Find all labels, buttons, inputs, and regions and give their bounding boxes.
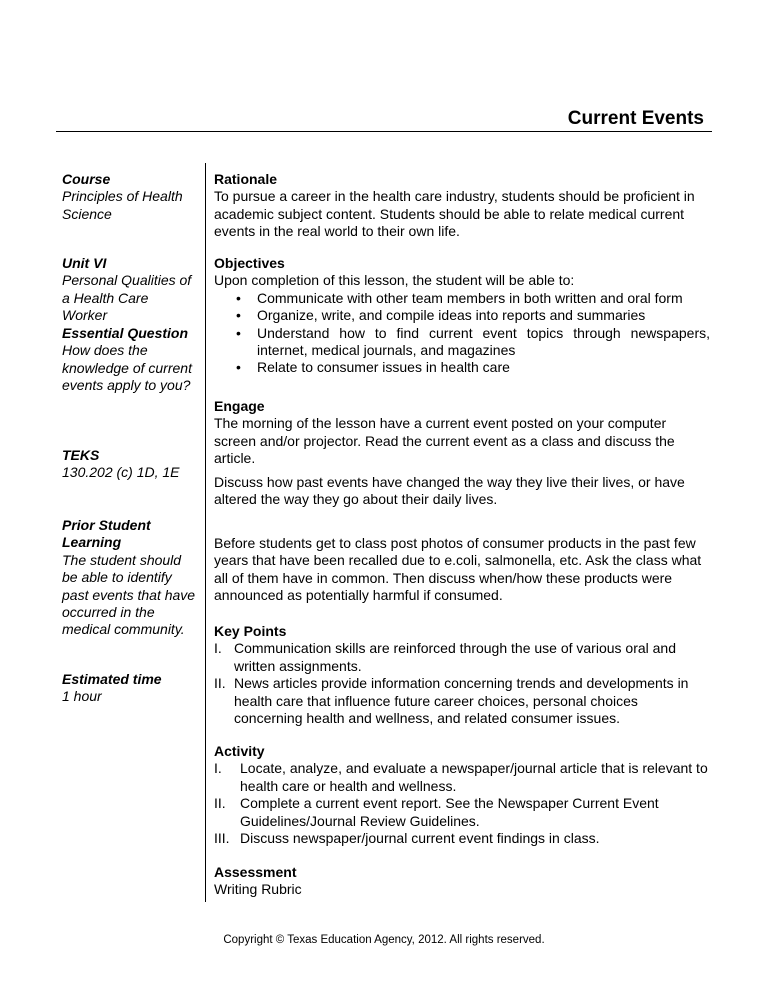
rationale-heading: Rationale	[214, 171, 278, 187]
key-point-item	[214, 675, 710, 727]
assessment-section	[214, 864, 710, 899]
activity-number: I.	[214, 760, 222, 777]
column-divider	[205, 163, 206, 902]
teks-value: 130.202 (c) 1D, 1E	[62, 464, 180, 481]
key-points-section	[214, 623, 710, 727]
key-points-heading: Key Points	[214, 623, 287, 639]
prior-learning-block	[62, 517, 196, 639]
engage-section-3	[214, 535, 710, 605]
course-block	[62, 171, 196, 223]
objectives-intro: Upon completion of this lesson, the student will be able to:	[214, 272, 575, 289]
activity-text: Locate, analyze, and evaluate a newspaper/journal article that is relevant to health care or health and wellness.	[240, 760, 708, 794]
activity-item	[214, 830, 710, 847]
activity-list	[214, 760, 710, 847]
key-points-list	[214, 640, 710, 727]
unit-value: Personal Qualities of a Health Care Worker	[62, 272, 192, 324]
key-point-number: II.	[214, 675, 226, 692]
title-rule	[56, 131, 712, 132]
essential-question-value: How does the knowledge of current events apply to you?	[62, 342, 192, 394]
key-point-number: I.	[214, 640, 222, 657]
objectives-heading: Objectives	[214, 255, 285, 271]
activity-section	[214, 743, 710, 847]
assessment-heading: Assessment	[214, 864, 297, 880]
objectives-list	[214, 290, 710, 377]
essential-question-block	[62, 325, 196, 395]
teks-block	[62, 447, 196, 482]
objectives-section	[214, 255, 710, 377]
activity-heading: Activity	[214, 743, 265, 759]
activity-text: Discuss newspaper/journal current event findings in class.	[240, 830, 600, 847]
unit-label: Unit VI	[62, 255, 107, 271]
engage-paragraph: Before students get to class post photos of consumer products in the past few years that have been recalled due to e.coli, salmonella, etc. Ask the class what all of them have in common. Then discuss when/how these products were announced as potentially harmful if consumed.	[214, 535, 702, 604]
objective-item: • Communicate with other team members in both written and oral form	[214, 290, 710, 307]
rationale-section	[214, 171, 710, 241]
estimated-time-block	[62, 671, 196, 706]
engage-section-2	[214, 474, 710, 509]
essential-question-label: Essential Question	[62, 325, 189, 341]
key-point-text: Communication skills are reinforced through the use of various oral and written assignments.	[234, 640, 677, 674]
copyright-footer: Copyright © Texas Education Agency, 2012. All rights reserved.	[223, 934, 545, 946]
rationale-text: To pursue a career in the health care industry, students should be proficient in academic subject content. Students should be able to relate medical current events in the real world to their own life.	[214, 188, 695, 240]
objective-item: • Understand how to find current event topics through newspapers, internet, medical journals, and magazines	[214, 325, 710, 360]
estimated-time-label: Estimated time	[62, 671, 162, 687]
engage-paragraph: The morning of the lesson have a current event posted on your computer screen and/or projector. Read the current event as a class and discuss the article.	[214, 415, 675, 467]
key-point-text: News articles provide information concerning trends and developments in health care that influence future career choices, personal choices concerning health and wellness, and related consumer issues.	[234, 675, 689, 727]
prior-learning-label: Prior Student Learning	[62, 517, 151, 551]
activity-item	[214, 760, 710, 795]
activity-item	[214, 795, 710, 830]
activity-number: III.	[214, 830, 230, 847]
estimated-time-value: 1 hour	[62, 688, 102, 705]
teks-label: TEKS	[62, 447, 100, 463]
key-point-item	[214, 640, 710, 675]
engage-heading: Engage	[214, 398, 265, 414]
activity-text: Complete a current event report. See the Newspaper Current Event Guidelines/Journal Review Guidelines.	[240, 795, 659, 829]
prior-learning-value: The student should be able to identify past events that have occurred in the medical community.	[62, 551, 196, 638]
unit-block	[62, 255, 196, 325]
activity-number: II.	[214, 795, 226, 812]
course-value: Principles of Health Science	[62, 188, 183, 222]
objective-item: • Relate to consumer issues in health care	[214, 359, 710, 376]
course-label: Course	[62, 171, 111, 187]
page-title: Current Events	[567, 108, 704, 129]
objective-item: • Organize, write, and compile ideas into reports and summaries	[214, 307, 710, 324]
engage-paragraph: Discuss how past events have changed the way they live their lives, or have altered the way they go about their daily lives.	[214, 474, 685, 508]
assessment-text: Writing Rubric	[214, 881, 302, 898]
engage-section	[214, 398, 710, 468]
